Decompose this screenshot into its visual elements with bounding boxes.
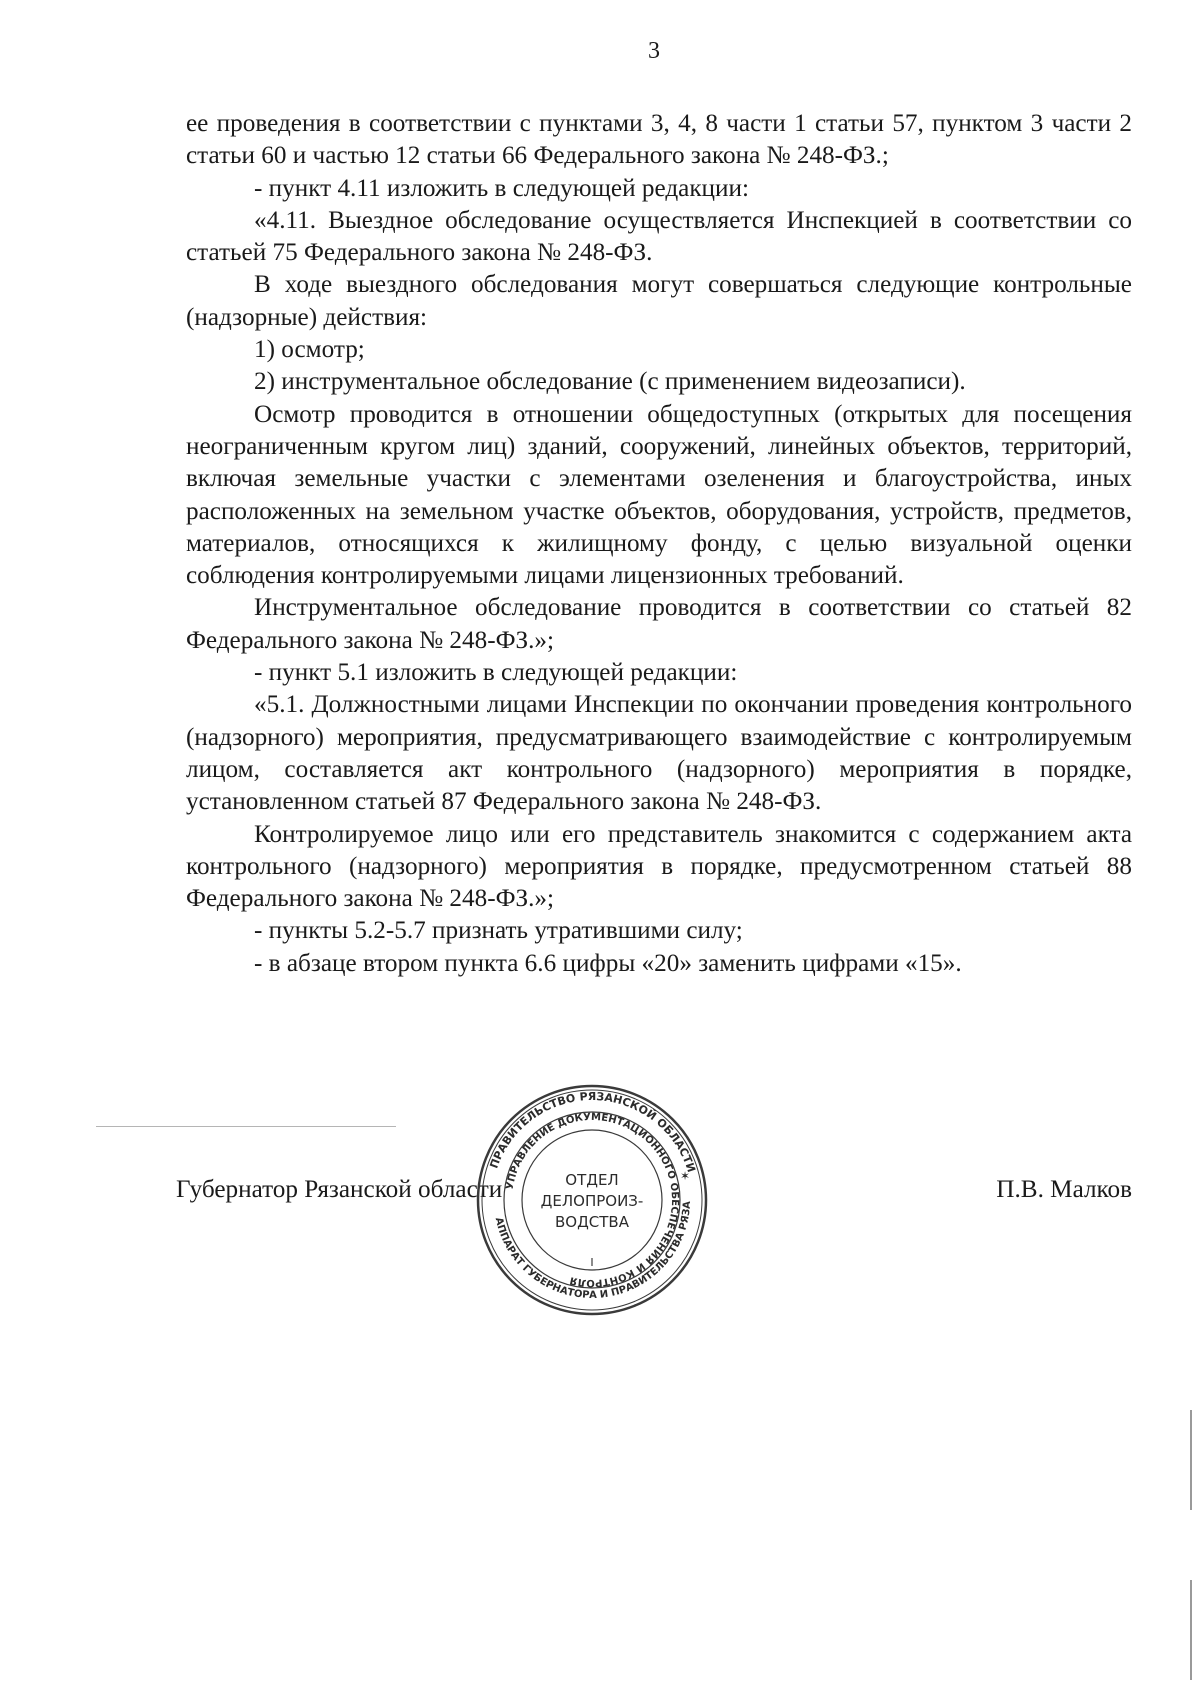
signatory-name: П.В. Малков	[996, 1176, 1132, 1203]
seal-star-icon: ✶	[680, 1169, 691, 1183]
official-seal	[474, 1082, 710, 1318]
paragraph: - пункт 5.1 изложить в следующей редакции:	[254, 659, 738, 687]
paragraph: - пункт 4.11 изложить в следующей редакции:	[254, 174, 749, 202]
seal-inner-text-path: УПРАВЛЕНИЕ ДОКУМЕНТАЦИОННОГО ОБЕСПЕЧЕНИЯ И КОНТРОЛЯ	[504, 1111, 681, 1289]
paragraph: ее проведения в соответствии с пунктами 3, 4, 8 части 1 статьи 57, пунктом 3 части 2 статьи 60 и частью 12 статьи 66 Федерального закона № 248-ФЗ.;	[186, 110, 1132, 170]
paragraph: 1) осмотр;	[254, 336, 365, 364]
seal-outer-text-path: ПРАВИТЕЛЬСТВО РЯЗАНСКОЙ ОБЛАСТИ	[487, 1090, 698, 1174]
seal-center-line-2: ДЕЛОПРОИЗ-	[540, 1192, 644, 1210]
document-body	[186, 108, 1132, 980]
paragraph: Контролируемое лицо или его представитель знакомится с содержанием акта контрольного (надзорного) мероприятия в порядке, предусмотренном статьей 88 Федерального закона № 248-ФЗ.»;	[186, 820, 1132, 913]
paragraph: «4.11. Выездное обследование осуществляется Инспекцией в соответствии со статьей 75 Федерального закона № 248-ФЗ.	[186, 206, 1132, 267]
paragraph: «5.1. Должностными лицами Инспекции по окончании проведения контрольного (надзорного) мероприятия, предусматривающего взаимодействие с контролируемым лицом, составляется акт контрольного (надзорного) мероприятия в порядке, установленном статьей 87 Федерального закона № 248-ФЗ.	[186, 691, 1132, 816]
paragraph: Инструментальное обследование проводится в соответствии со статьей 82 Федерального закона № 248-ФЗ.»;	[186, 594, 1132, 654]
paragraph: - в абзаце втором пункта 6.6 цифры «20» заменить цифрами «15».	[254, 949, 962, 977]
page-number: 3	[648, 38, 660, 64]
seal-center-line-3: ВОДСТВА	[554, 1213, 630, 1231]
seal-center-line-1: ОТДЕЛ	[565, 1171, 619, 1189]
scan-edge-mark	[1190, 1580, 1192, 1680]
seal-outer-bottom-text-path: АППАРАТ ГУБЕРНАТОРА И ПРАВИТЕЛЬСТВА РЯЗА	[492, 1200, 694, 1302]
paragraph: - пункты 5.2-5.7 признать утратившими силу;	[254, 917, 743, 945]
paragraph: 2) инструментальное обследование (с применением видеозаписи).	[254, 368, 966, 396]
signatory-position: Губернатор Рязанской области	[176, 1176, 503, 1203]
scan-dash-line	[96, 1126, 396, 1127]
seal-mark: I	[590, 1256, 594, 1269]
seal-graphic	[474, 1082, 710, 1318]
paragraph: Осмотр проводится в отношении общедоступных (открытых для посещения неограниченным кругом лиц) зданий, сооружений, линейных объектов, территорий, включая земельные участки с элементами озеленения и благоустройства, иных расположенных на земельном участке объектов, оборудования, устройств, предметов, материалов, относящихся к жилищному фонду, с целью визуальной оценки соблюдения контролируемыми лицами лицензионных требований.	[186, 400, 1132, 590]
scan-edge-mark	[1190, 1410, 1192, 1510]
paragraph: В ходе выездного обследования могут совершаться следующие контрольные (надзорные) действия:	[186, 271, 1132, 331]
